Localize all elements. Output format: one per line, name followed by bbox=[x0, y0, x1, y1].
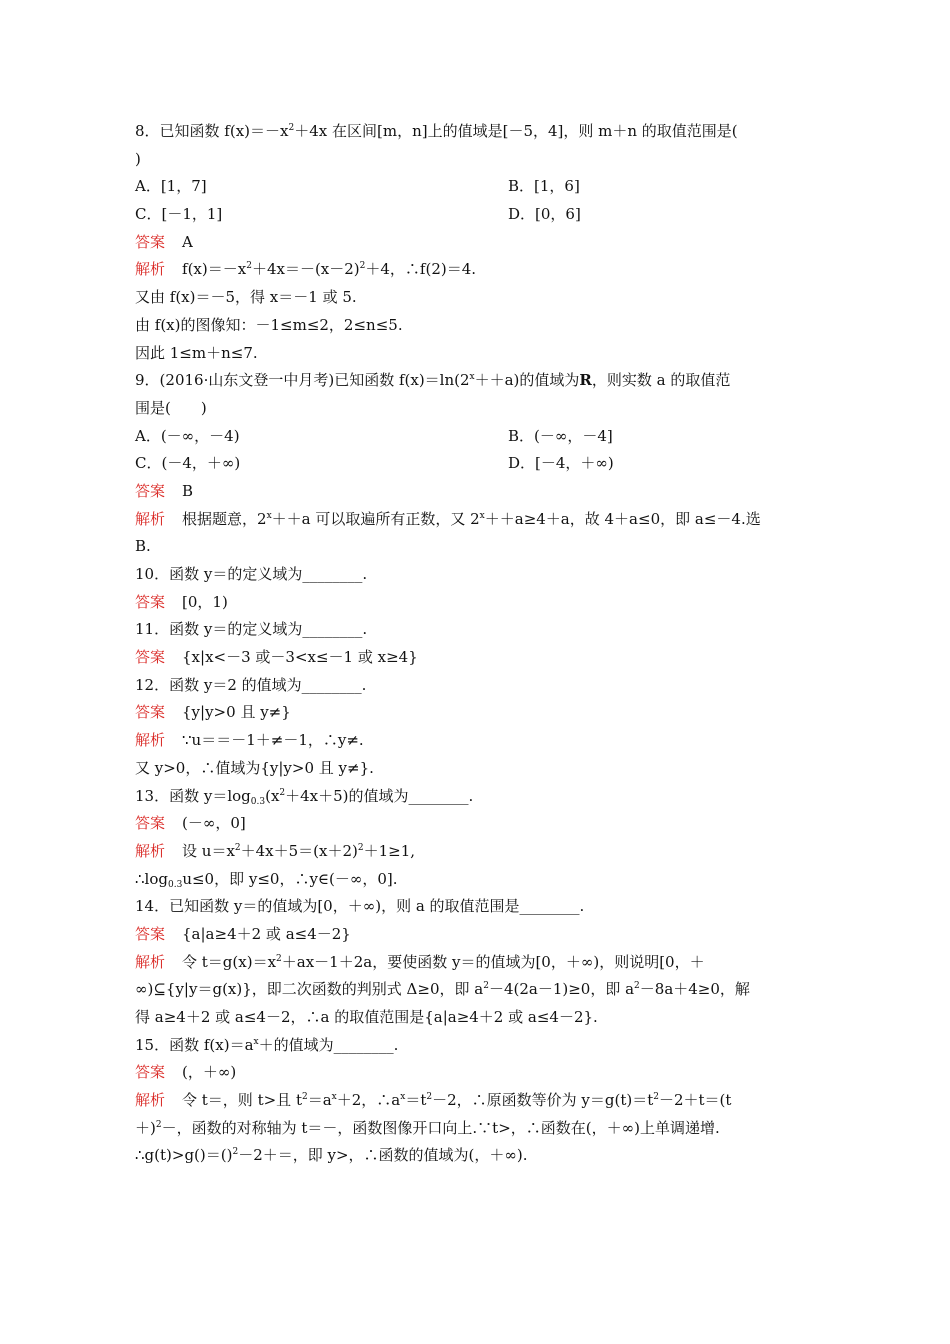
q8-option-c: C．[－1，1] bbox=[135, 205, 223, 224]
q13-stem: 13．函数 $y=\log_{0.3}(x^2+4x+5)$的值域为________. bbox=[135, 786, 474, 807]
q14-answer: 答案 {a|a≥4＋2 或 a≤4－2} bbox=[135, 924, 351, 943]
q8-answer: 答案 A bbox=[135, 232, 193, 251]
q12-analysis: 解析 ∵u＝＝－1＋≠－1，∴y≠. bbox=[135, 731, 364, 750]
q12-answer: 答案 {y|y>0 且 y≠} bbox=[135, 703, 291, 722]
analysis-label: 解析 bbox=[135, 841, 166, 860]
q14-analysis-line-2: ∞)⊆{y|y＝g(x)}，即二次函数的判别式 Δ≥0，即 $a^2-4(2a-1)\ge 0$，即 $a^2-8a+4\ge 0$，解 bbox=[135, 980, 750, 999]
q10-answer: 答案 [0，1) bbox=[135, 592, 228, 611]
answer-label: 答案 bbox=[135, 924, 166, 943]
q8-analysis-line-4: 因此 1≤m＋n≤7. bbox=[135, 343, 258, 362]
analysis-label: 解析 bbox=[135, 1091, 166, 1110]
answer-label: 答案 bbox=[135, 814, 166, 833]
q13-analysis: 解析 设 $u=x^2+4x+5=(x+2)^2+1\ge 1$, bbox=[135, 841, 416, 860]
analysis-label: 解析 bbox=[135, 260, 166, 279]
q10-stem: 10．函数 y＝的定义域为________. bbox=[135, 565, 368, 583]
analysis-label: 解析 bbox=[135, 731, 166, 750]
analysis-label: 解析 bbox=[135, 952, 166, 971]
q8-stem-line-1: 8．已知函数 $f(x)=-x^2+4x$ 在区间[m，n]上的值域是[－5，4]，则 m＋n 的取值范围是( bbox=[135, 122, 738, 140]
q9-option-b: B．(－∞，－4] bbox=[508, 426, 613, 445]
q9-options-row-2 bbox=[135, 450, 825, 478]
document-content bbox=[135, 118, 825, 1170]
q11-answer: 答案 {x|x<－3 或－3<x≤－1 或 x≥4} bbox=[135, 648, 418, 667]
q9-option-c: C．(－4，＋∞) bbox=[135, 454, 241, 473]
q15-analysis-line-2: ＋)$^2$－，函数的对称轴为 t＝－，函数图像开口向上.∵t>，∴函数在(，＋∞)上单调递增. bbox=[135, 1118, 720, 1137]
q13-answer: 答案 (－∞，0] bbox=[135, 814, 246, 833]
q9-option-a: A．(－∞，－4) bbox=[135, 426, 240, 445]
q8-options-row-2 bbox=[135, 201, 825, 229]
q8-analysis: 解析 $f(x)=-x^2+4x=-(x-2)^2+4$，∴f(2)＝4. bbox=[135, 260, 477, 279]
analysis-label: 解析 bbox=[135, 509, 166, 528]
q9-answer: 答案 B bbox=[135, 481, 194, 500]
q9-analysis: 解析 根据题意，$2^x++a$ 可以取遍所有正数，又 $2^x++a\ge 4+a$，故 4＋a≤0，即 a≤－4.选 bbox=[135, 509, 761, 528]
q8-options-row-1 bbox=[135, 173, 825, 201]
q8-analysis-line-3: 由 f(x)的图像知：－1≤m≤2，2≤n≤5. bbox=[135, 315, 403, 334]
q11-stem: 11．函数 y＝的定义域为________. bbox=[135, 620, 368, 639]
answer-label: 答案 bbox=[135, 232, 166, 251]
q8-stem-line-2: ) bbox=[135, 149, 141, 168]
q15-stem: 15．函数 $f(x)=a^x+$的值域为________. bbox=[135, 1035, 399, 1054]
q8-option-d: D．[0，6] bbox=[508, 205, 581, 224]
q14-stem: 14．已知函数 y＝的值域为[0，＋∞)，则 a 的取值范围是________. bbox=[135, 897, 585, 916]
q8-analysis-line-2: 又由 f(x)＝－5，得 x＝－1 或 5. bbox=[135, 288, 357, 307]
answer-label: 答案 bbox=[135, 1063, 166, 1082]
answer-label: 答案 bbox=[135, 703, 166, 722]
q9-options-row-1 bbox=[135, 423, 825, 451]
answer-label: 答案 bbox=[135, 592, 166, 611]
q15-analysis: 解析 令 t＝，则 t>且 $t^2=a^x+2$，$\therefore a^x=t^2-2$，∴原函数等价为 $y=g(t)=t^2-2+t=(t$ bbox=[135, 1091, 732, 1110]
q9-stem-line-1: 9．(2016·山东文登一中月考)已知函数 $f(x)=\ln(2^x++a)$的值域为R，则实数 a 的取值范 bbox=[135, 371, 731, 390]
q13-analysis-line-2: $\therefore\log_{0.3}u\le 0$，即 y≤0，∴y∈(－∞，0]. bbox=[135, 869, 398, 890]
q9-analysis-line-2: B. bbox=[135, 537, 151, 556]
answer-label: 答案 bbox=[135, 648, 166, 667]
answer-label: 答案 bbox=[135, 481, 166, 500]
q12-stem: 12．函数 y＝2 的值域为________. bbox=[135, 675, 367, 694]
q14-analysis: 解析 令 $t=g(x)=x^2+ax-1+2a$，要使函数 y＝的值域为[0，＋∞)，则说明[0，＋ bbox=[135, 952, 705, 971]
q9-option-d: D．[－4，＋∞) bbox=[508, 454, 614, 473]
q8-option-b: B．[1，6] bbox=[508, 177, 580, 196]
q15-analysis-line-3: ∴g(t)>g()＝()$^2$－2＋＝，即 y>，∴函数的值域为(，＋∞). bbox=[135, 1146, 528, 1165]
q14-analysis-line-3: 得 a≥4＋2 或 a≤4－2，∴a 的取值范围是{a|a≥4＋2 或 a≤4－2}. bbox=[135, 1008, 598, 1026]
q12-analysis-line-2: 又 y>0，∴值域为{y|y>0 且 y≠}. bbox=[135, 758, 374, 777]
q15-answer: 答案 (，＋∞) bbox=[135, 1063, 237, 1082]
q8-option-a: A．[1，7] bbox=[135, 177, 207, 196]
q9-stem-line-2: 围是( ) bbox=[135, 398, 207, 417]
